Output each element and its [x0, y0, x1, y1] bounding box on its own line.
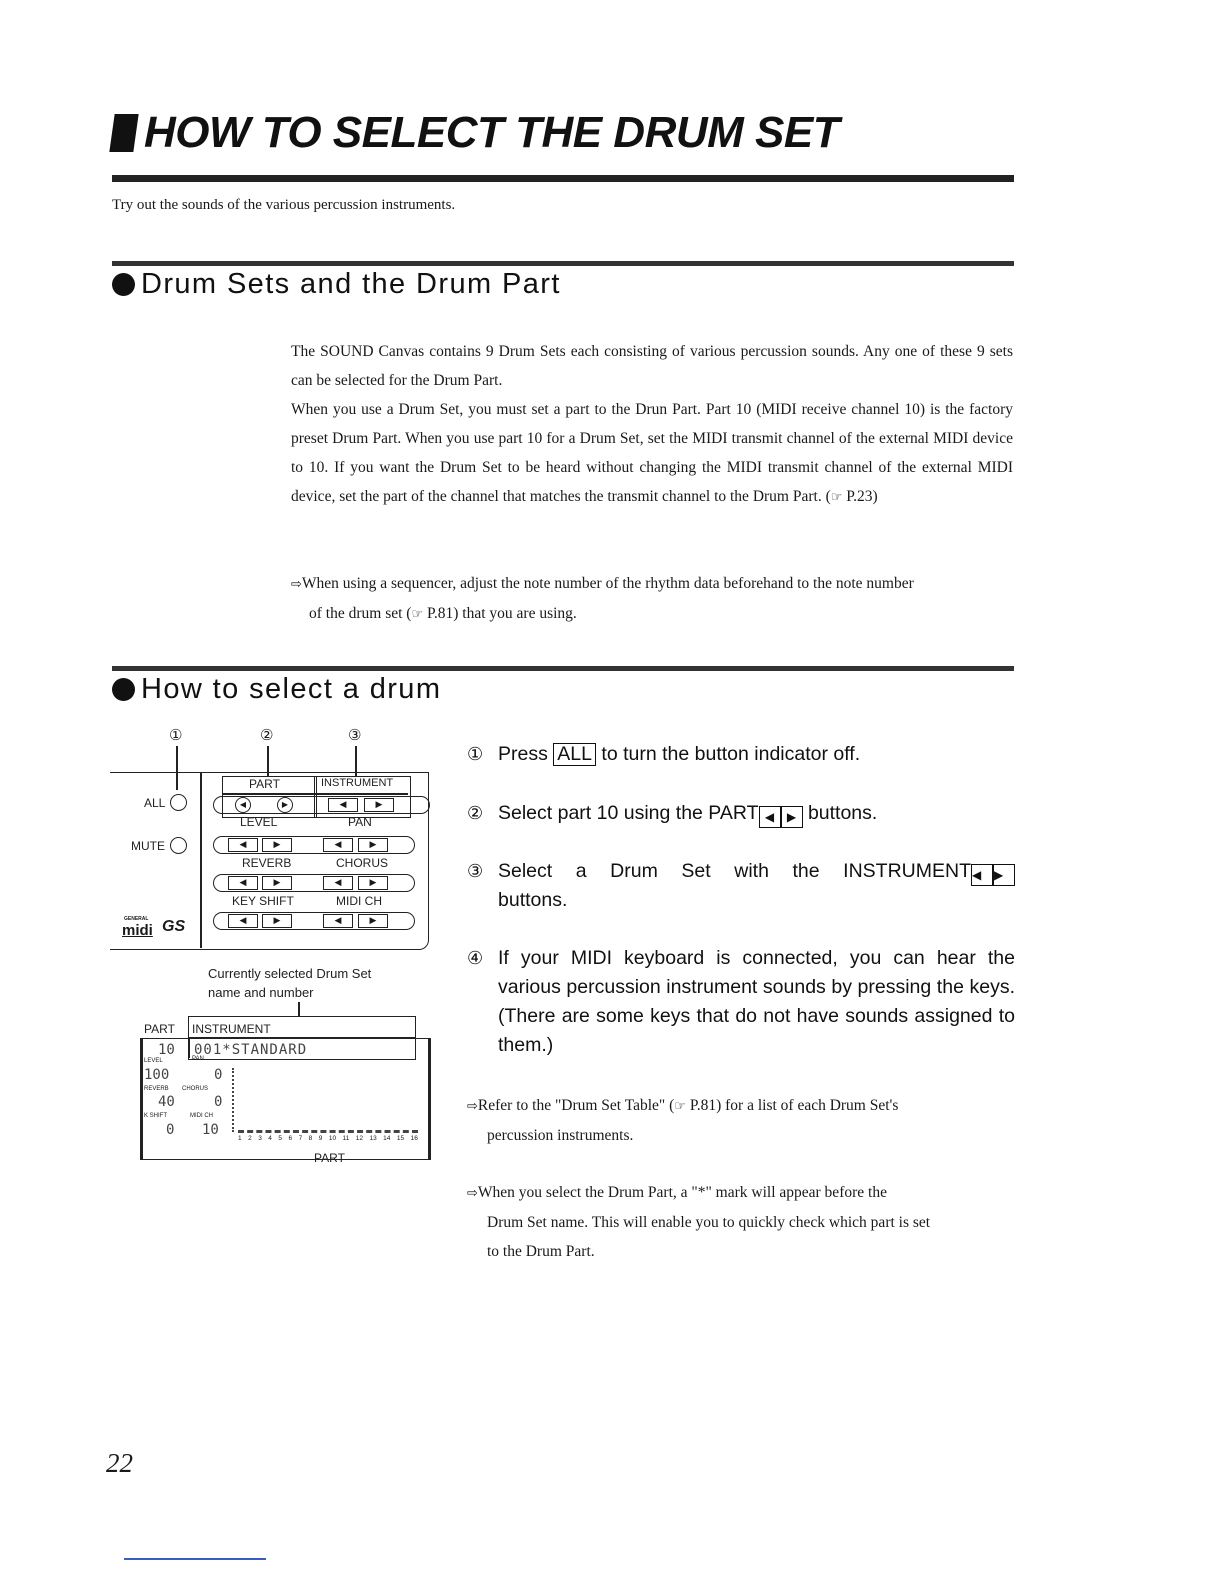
lcd-part-number: 7 — [298, 1135, 303, 1142]
key-shift-label: KEY SHIFT — [232, 894, 294, 908]
lcd-vertical-divider — [188, 1038, 190, 1058]
note-drum-set-table — [467, 1091, 1015, 1150]
pan-right-button[interactable]: ▶ — [358, 838, 388, 852]
chorus-left-button[interactable]: ◀ — [323, 876, 353, 890]
section2-rule — [112, 666, 1014, 671]
part-label: PART — [249, 777, 280, 791]
callout-1: ① — [169, 726, 183, 744]
section2-heading — [112, 673, 441, 706]
reverb-label: REVERB — [242, 856, 292, 870]
lcd-caption-line2: name and number — [208, 985, 314, 1000]
step-3-pre: Select a Drum Set with the INSTRUMENT — [498, 860, 971, 882]
step-2-post: buttons. — [807, 802, 878, 824]
left-triangle-icon: ◀ — [971, 864, 993, 886]
bullet-icon — [112, 273, 135, 296]
note2-line1: When you select the Drum Part, a "*" mark will appear before the — [477, 1184, 887, 1201]
all-button[interactable] — [170, 794, 187, 811]
part-left-button[interactable]: ◀ — [235, 797, 251, 813]
midi-ch-label: MIDI CH — [336, 894, 382, 908]
step-2 — [467, 799, 1015, 828]
lcd-pan-label: PAN — [192, 1056, 204, 1062]
keyshift-left-button[interactable]: ◀ — [228, 914, 258, 928]
lcd-caption-line1: Currently selected Drum Set — [208, 966, 372, 981]
lcd-pan-value: 0 — [214, 1067, 223, 1083]
section1-paragraph-2 — [291, 395, 1013, 512]
lcd-instrument-label: INSTRUMENT — [192, 1022, 271, 1036]
section1-note-line1: When using a sequencer, adjust the note number of the rhythm data beforehand to the note number — [301, 575, 914, 592]
step-3 — [467, 857, 1015, 915]
general-midi-logo-top: GENERAL — [124, 916, 149, 922]
lcd-part-numbers — [238, 1135, 418, 1142]
step-4 — [467, 944, 1015, 1060]
lcd-chorus-label: CHORUS — [182, 1086, 209, 1092]
note-drum-part-mark — [467, 1178, 1015, 1266]
lcd-part-number: 8 — [308, 1135, 313, 1142]
step-3-number: ③ — [467, 861, 484, 882]
lcd-chorus-value: 0 — [214, 1094, 223, 1110]
section1-heading-text: Drum Sets and the Drum Part — [141, 268, 561, 300]
midich-right-button[interactable]: ▶ — [358, 914, 388, 928]
step-1-pre: Press — [498, 743, 548, 765]
step-1-number: ① — [467, 744, 484, 765]
lcd-part-number: 3 — [258, 1135, 262, 1142]
lcd-part-number: 11 — [342, 1135, 350, 1142]
lcd-level-value: 100 — [144, 1067, 170, 1083]
step-1-post: to turn the button indicator off. — [601, 743, 861, 765]
chorus-label: CHORUS — [336, 856, 389, 870]
lcd-reverb-label: REVERB — [144, 1086, 169, 1092]
step-2-number: ② — [467, 803, 484, 824]
pan-left-button[interactable]: ◀ — [323, 838, 353, 852]
section1-para-ref: P.23) — [846, 488, 878, 505]
note2-line3: to the Drum Part. — [487, 1243, 595, 1260]
section1-rule — [112, 261, 1014, 266]
instrument-box-divider — [315, 793, 408, 795]
lcd-dots-column — [232, 1068, 236, 1132]
pointing-hand-icon: ☞ — [830, 490, 843, 505]
instrument-left-button[interactable]: ◀ — [328, 798, 358, 812]
footer-line — [124, 1558, 266, 1560]
note1-line2: percussion instruments. — [487, 1127, 634, 1144]
lcd-midich-label: MIDI CH — [190, 1113, 213, 1119]
section1-heading — [112, 268, 561, 301]
note1-ref: P.81) for a list of each Drum Set's — [689, 1097, 899, 1114]
right-arrow-outline-icon: ⇨ — [467, 1099, 478, 1114]
gs-logo: GS — [162, 918, 186, 935]
title-square-icon — [109, 114, 138, 152]
callout-3: ③ — [348, 726, 362, 744]
page-number: 22 — [106, 1448, 133, 1478]
lcd-bottom-part-label: PART — [314, 1151, 345, 1165]
note1-pre: Refer to the "Drum Set Table" ( — [477, 1097, 675, 1114]
lcd-part-value: 10 — [158, 1042, 175, 1058]
front-panel-diagram — [110, 722, 445, 958]
part-right-button[interactable]: ▶ — [277, 797, 293, 813]
step-3-post: buttons. — [498, 889, 568, 911]
chorus-right-button[interactable]: ▶ — [358, 876, 388, 890]
lcd-reverb-value: 40 — [158, 1094, 175, 1110]
lcd-part-number: 14 — [383, 1135, 391, 1142]
part-box-divider — [222, 793, 315, 795]
section1-note-line2-ref: P.81) that you are using. — [426, 605, 577, 622]
lcd-part-number: 6 — [288, 1135, 293, 1142]
lcd-top-divider — [188, 1037, 416, 1039]
instrument-right-button[interactable]: ▶ — [364, 798, 394, 812]
level-right-button[interactable]: ▶ — [262, 838, 292, 852]
left-triangle-icon: ◀ — [759, 806, 781, 828]
mute-button[interactable] — [170, 837, 187, 854]
lcd-part-number: 16 — [410, 1135, 418, 1142]
pointing-hand-icon: ☞ — [411, 607, 424, 622]
pointing-hand-icon: ☞ — [674, 1099, 686, 1114]
lcd-keyshift-label: K SHIFT — [144, 1113, 168, 1119]
lcd-level-label: LEVEL — [144, 1058, 163, 1064]
right-triangle-icon: ▶ — [781, 806, 803, 828]
section1-note-line2 — [291, 599, 1013, 629]
lcd-midich-value: 10 — [202, 1122, 219, 1138]
general-midi-logo: midi — [122, 922, 153, 939]
right-arrow-outline-icon: ⇨ — [291, 577, 302, 592]
keyshift-right-button[interactable]: ▶ — [262, 914, 292, 928]
lcd-part-number: 9 — [318, 1135, 323, 1142]
section1-note-line2-pre: of the drum set ( — [309, 605, 412, 622]
lcd-part-number: 13 — [369, 1135, 377, 1142]
instrument-label: INSTRUMENT — [321, 777, 394, 789]
step-2-pre: Select part 10 using the PART — [498, 802, 759, 824]
intro-text: Try out the sounds of the various percussion instruments. — [112, 197, 456, 213]
step-1 — [467, 740, 1015, 769]
callout-2: ② — [260, 726, 274, 744]
lcd-display — [140, 1014, 430, 1164]
step-4-number: ④ — [467, 948, 484, 969]
lcd-part-number: 2 — [248, 1135, 252, 1142]
title-rule — [112, 175, 1014, 182]
lcd-part-number: 15 — [396, 1135, 405, 1142]
lcd-part-bars — [238, 1130, 418, 1133]
all-key-label: ALL — [553, 743, 596, 766]
lcd-caption — [208, 964, 371, 1002]
lcd-part-number: 10 — [328, 1135, 337, 1142]
pan-label: PAN — [348, 815, 372, 829]
panel-divider — [200, 772, 202, 948]
note2-line2: Drum Set name. This will enable you to quickly check which part is set — [487, 1214, 931, 1231]
right-arrow-outline-icon: ⇨ — [467, 1186, 478, 1201]
right-triangle-icon: ▶ — [993, 864, 1015, 886]
lcd-part-number: 12 — [355, 1135, 363, 1142]
lcd-part-number: 1 — [238, 1135, 242, 1142]
level-label: LEVEL — [240, 815, 278, 829]
step-4-text: If your MIDI keyboard is connected, you can hear the various percussion instrument sounds by pressing the keys. (There are some keys that do not have sounds assigned to them.) — [498, 947, 1015, 1056]
section2-heading-text: How to select a drum — [141, 673, 442, 705]
lcd-part-label: PART — [144, 1022, 175, 1036]
mute-label: MUTE — [131, 839, 165, 853]
section1-note — [291, 569, 1013, 629]
midich-left-button[interactable]: ◀ — [323, 914, 353, 928]
reverb-left-button[interactable]: ◀ — [228, 876, 258, 890]
level-left-button[interactable]: ◀ — [228, 838, 258, 852]
reverb-right-button[interactable]: ▶ — [262, 876, 292, 890]
lcd-part-number: 4 — [268, 1135, 272, 1142]
steps-list — [467, 740, 1015, 1080]
lcd-part-number: 5 — [278, 1135, 282, 1142]
section1-paragraph-2-text: When you use a Drum Set, you must set a part to the Drun Part. Part 10 (MIDI receive channel 10) is the factory preset Drum Part. When you use part 10 for a Drum Set, set the MIDI transmit channel of the external MIDI device to 10. If you want the Drum Set to be heard without changing the MIDI transmit channel of the external MIDI device, set the part of the channel that matches the transmit channel to the Drum Part. ( — [291, 401, 1013, 505]
lcd-keyshift-value: 0 — [166, 1122, 175, 1138]
all-label: ALL — [144, 796, 166, 810]
page-title-text: HOW TO SELECT THE DRUM SET — [144, 108, 840, 157]
page-title — [112, 108, 839, 158]
lcd-instrument-value: 001*STANDARD — [194, 1042, 308, 1058]
section1-paragraph-1: The SOUND Canvas contains 9 Drum Sets each consisting of various percussion sounds. Any one of these 9 sets can be selected for the Drum Part. — [291, 343, 1013, 389]
bullet-icon — [112, 678, 135, 701]
